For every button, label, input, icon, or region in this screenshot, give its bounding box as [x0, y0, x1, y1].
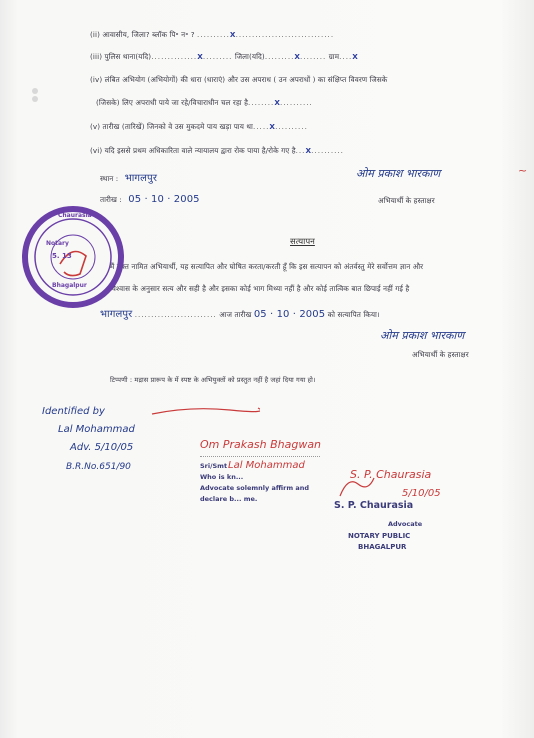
date-handwritten: 05 · 10 · 2005	[128, 194, 200, 205]
notary-designation-stamp: Advocate	[388, 520, 423, 528]
stamp-line4: declare b... me.	[200, 495, 258, 503]
notary-public-stamp: NOTARY PUBLIC	[348, 532, 411, 540]
punch-hole	[32, 96, 38, 102]
stamp-line2: Who is kn...	[200, 473, 244, 481]
deponent-red-signature-2: Lal Mohammad	[228, 460, 305, 471]
form-line-v: (v) तारीख (तारिखें) जिनको वे उस मुकदमे पाय खड़ा पाय था.....X..........	[90, 122, 308, 131]
identified-by-line4: B.R.No.651/90	[66, 462, 131, 472]
form-line-iii: (iii) पुलिस थाना(यदि)..............X......... जिला(यदि).........X........ ग्राम....X	[90, 52, 358, 61]
place-row: स्थान : भागलपुर	[100, 173, 158, 184]
deponent-red-signature: Om Prakash Bhagwan	[200, 438, 322, 451]
red-tick-mark: ~	[518, 164, 528, 177]
footnote: टिप्पणी : मद्रास प्रारूप के में स्पष्ट के अभियुक्तों को प्रस्तुत नहीं है जहां दिया गया हो।	[110, 376, 316, 384]
affidavit-para-1: मैं उक्त नामित अभियार्थी, यह सत्यापित और घोषित करता/करती हूँ कि इस सत्यापन को अंतर्वस्तु मेरे सर्वोत्तम ज्ञान और	[110, 262, 424, 271]
affidavit-signature: ओम प्रकाश भारकाण	[380, 329, 465, 342]
affidavit-date: 05 · 10 · 2005	[253, 309, 326, 320]
place-handwritten: भागलपुर	[124, 173, 158, 184]
form-line-vi: (vi) यदि इससे प्रथम अधिकारिता वाले न्यायालय द्वारा रोक पाया है/रोके गए है...X..........	[90, 146, 344, 155]
notary-name-stamp: S. P. Chaurasia	[334, 500, 414, 511]
seal-bottom-text: Bhagalpur	[52, 282, 87, 289]
stamp-line3: Advocate solemnly affirm and	[200, 484, 310, 492]
notary-seal	[20, 204, 126, 310]
applicant-signature-label: अभियार्थी के हस्ताक्षर	[378, 196, 435, 205]
affidavit-place-date-row: भागलपुर ......................... आज तारीख 05 · 10 · 2005 को सत्यापित किया।	[100, 309, 380, 320]
form-line-ii: (ii) आवासीय, जिला? ब्लॉक पि॰ न॰ ? ..........X..............................	[90, 30, 335, 39]
punch-hole	[32, 88, 38, 94]
seal-center-text: 5. 13	[52, 252, 72, 260]
date-row: तारीख : 05 · 10 · 2005	[100, 194, 200, 205]
red-flourish	[336, 470, 376, 500]
form-line-iv: (iv) लंबित अभियोग (अभियोगों) की धारा (धाराएं) और उस अपराध ( उन अपराधों ) का संक्षिप्त विवरण जिसके	[90, 75, 388, 84]
seal-middle-text: Notary	[46, 240, 69, 247]
identified-by-line2: Lal Mohammad	[58, 424, 135, 435]
affidavit-heading: सत्यापन	[290, 237, 315, 247]
affidavit-place: भागलपुर	[100, 309, 133, 320]
notary-signature: S. P. Chaurasia	[350, 468, 432, 481]
seal-top-text: Chaurasia	[58, 212, 92, 219]
stamp-line1: Sri/Smt	[200, 462, 228, 470]
affidavit-signature-label: अभियार्थी के हस्ताक्षर	[412, 350, 469, 359]
notary-signature-date: 5/10/05	[402, 488, 441, 499]
red-underline-stroke	[150, 404, 260, 418]
applicant-signature: ओम प्रकाश भारकाण	[356, 167, 441, 180]
form-line-iv-cont: (जिसके) लिए अपराधी पाये जा रहे/विचाराधीन चल रहा है........X..........	[96, 98, 313, 107]
signature-line	[200, 456, 320, 457]
affidavit-para-2: विश्वास के अनुसार सत्य और सही है और इसका कोई भाग मिथ्या नहीं है और कोई तात्विक बात छिपाई नहीं गई है	[110, 284, 410, 293]
identified-by-line3: Adv. 5/10/05	[70, 442, 134, 453]
notary-city-stamp: BHAGALPUR	[358, 543, 407, 551]
identified-by-line1: Identified by	[42, 406, 105, 417]
